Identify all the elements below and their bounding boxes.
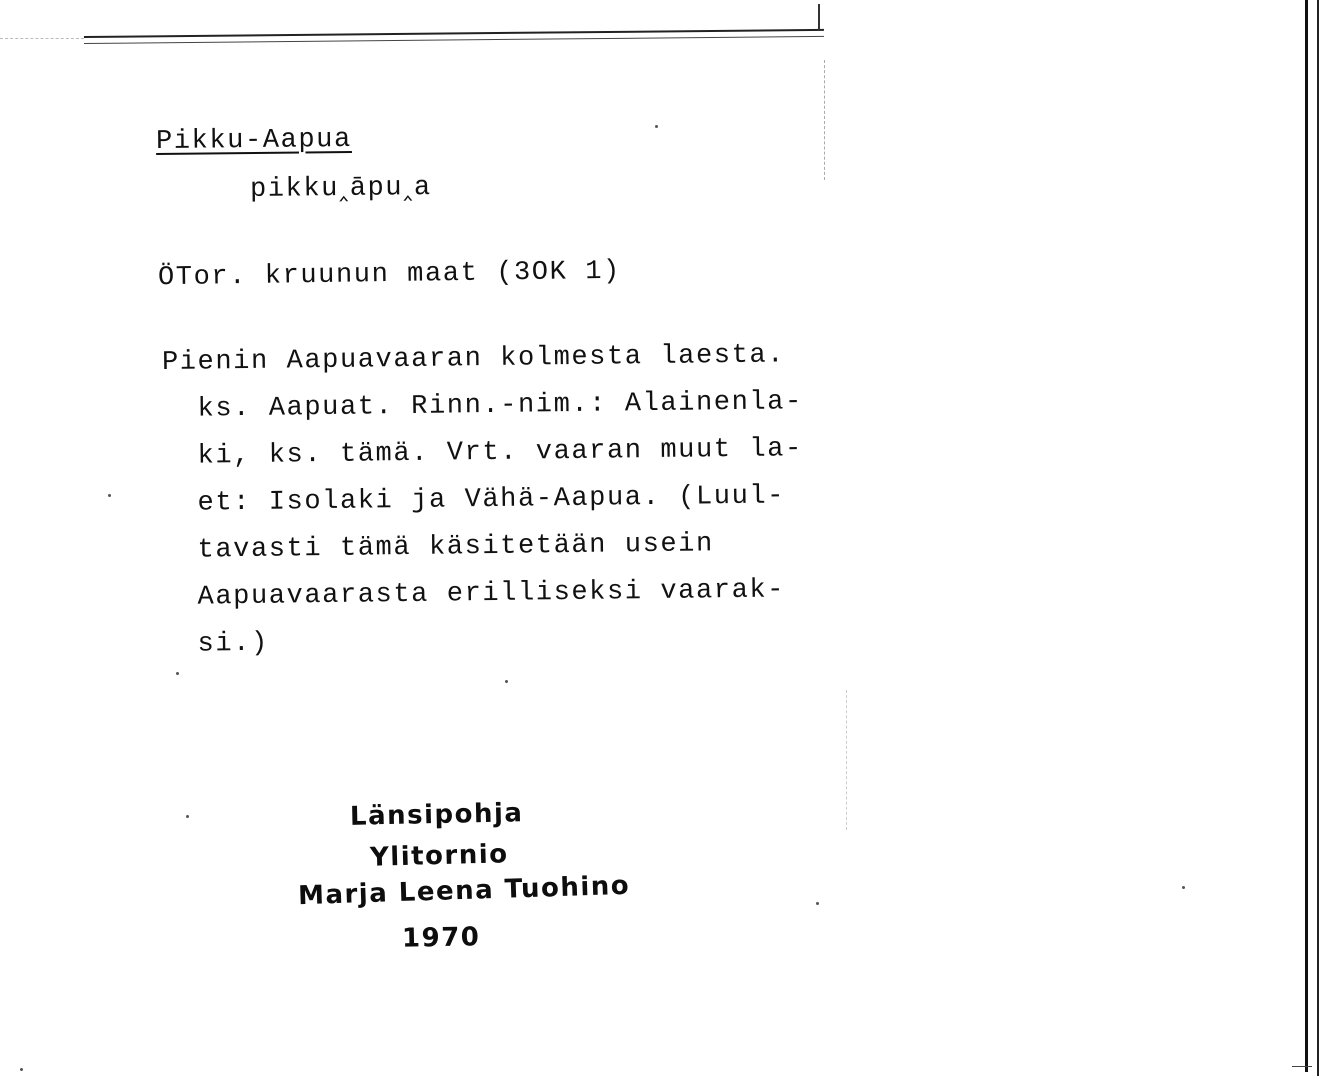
scan-speck [108,494,111,497]
stamp-region: Länsipohja [349,798,524,832]
scan-speck [816,902,819,905]
scan-speck [186,815,189,818]
stamp-municipality: Ylitornio [369,839,509,873]
scan-faint-vertical-lower [846,690,847,830]
scan-left-dash [0,38,84,39]
scan-bottom-corner [1292,1066,1312,1067]
pronunciation: pikku‸āpu‸a [249,173,432,205]
scan-speck [505,680,508,683]
description [161,340,862,690]
description-line: si.) [161,628,269,660]
card-right-edge-outer [1317,0,1319,1076]
scan-top-rule [84,29,824,44]
card-right-edge [1305,0,1308,1072]
scan-top-tick [818,4,820,30]
source-line: ÖTor. kruunun maat (3OK 1) [157,256,622,294]
scan-speck [1182,886,1185,889]
scan-faint-vertical [824,60,825,180]
description-line: ks. Aapuat. Rinn.-nim.: Alainenla- [161,387,804,425]
stamp-collector: Marja Leena Tuohino [297,870,631,912]
scan-speck [20,1068,23,1071]
scan-speck [655,125,658,128]
description-line: Aapuavaarasta erilliseksi vaarak- [161,575,786,613]
description-line: ki, ks. tämä. Vrt. vaaran muut la- [161,434,804,472]
description-line: tavasti tämä käsitetään usein [161,529,715,566]
scan-speck [176,672,179,675]
description-line: et: Isolaki ja Vähä-Aapua. (Luul- [161,481,786,519]
headword: Pikku-Aapua [155,124,352,158]
description-line: Pienin Aapuavaaran kolmesta laesta. [161,340,786,378]
stamp-year: 1970 [401,922,481,954]
